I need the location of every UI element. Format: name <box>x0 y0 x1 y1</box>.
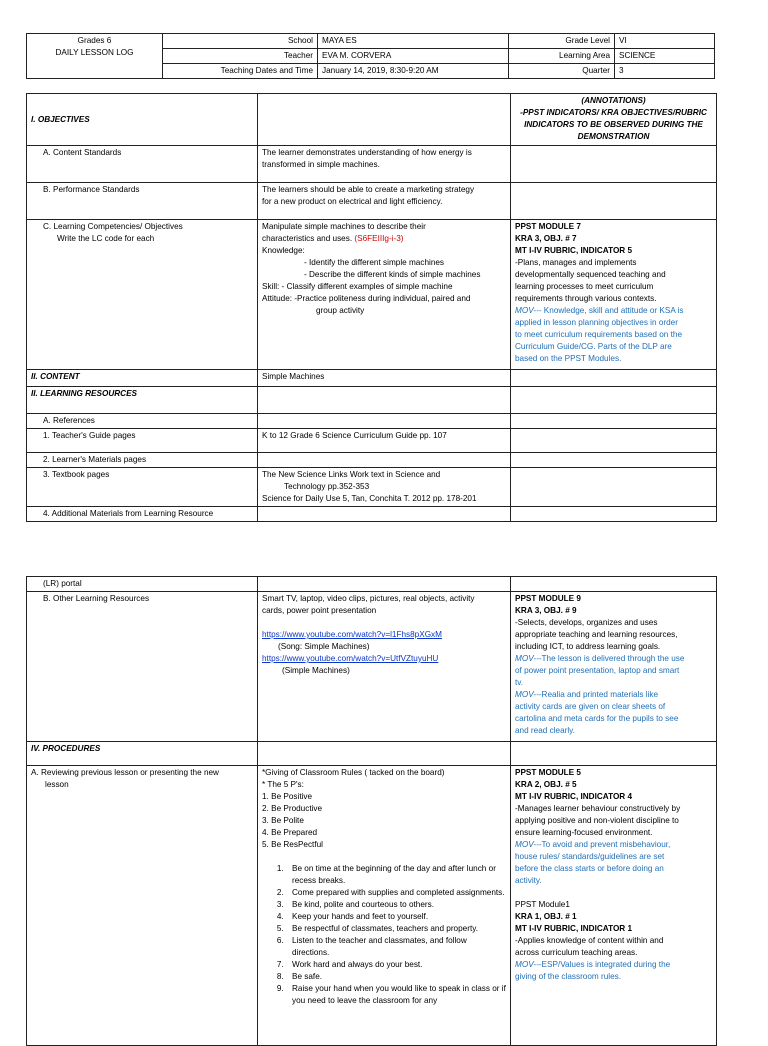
content-text: Simple Machines <box>258 370 511 387</box>
ann-line: (ANNOTATIONS) <box>581 96 646 105</box>
ann-line: and read clearly. <box>515 726 575 735</box>
ann-line: -Selects, develops, organizes and uses <box>515 618 658 627</box>
text-line: The learners should be able to create a marketing strategy <box>262 185 475 194</box>
text-line: * The 5 P's: <box>262 780 304 789</box>
lr-portal-annotation <box>511 577 717 592</box>
ann-line: MT I-IV RUBRIC, INDICATOR 5 <box>515 246 633 255</box>
ann-line: across curriculum teaching areas. <box>515 948 638 957</box>
ann-line: MT I-IV RUBRIC, INDICATOR 1 <box>515 924 633 933</box>
review-lesson-label <box>27 766 258 1046</box>
title-log: DAILY LESSON LOG <box>55 48 134 57</box>
mov-label: MOV--- <box>515 840 542 849</box>
ann-line: PPST MODULE 9 <box>515 594 581 603</box>
ann-line: requirements through various contexts. <box>515 294 657 303</box>
additional-materials-annotation <box>511 507 717 522</box>
mov-label: MOV--- <box>515 960 542 969</box>
quarter-label: Quarter <box>509 64 615 79</box>
list-item: 2. Come prepared with supplies and completed assignments. <box>286 887 506 899</box>
ann-line <box>515 689 712 701</box>
text-line: (Simple Machines) <box>282 666 350 675</box>
procedures-annotation <box>511 742 717 766</box>
ann-line: -Applies knowledge of content within and <box>515 936 664 945</box>
title-grade: Grades 6 <box>77 36 112 45</box>
text-line <box>262 233 506 245</box>
text-line: transformed in simple machines. <box>262 160 380 169</box>
learners-materials-label: 2. Learner's Materials pages <box>27 453 258 468</box>
ann-line: PPST MODULE 7 <box>515 222 581 231</box>
text-fragment: ESP/Values is integrated during the <box>541 960 671 969</box>
learners-materials-annotation <box>511 453 717 468</box>
text-line: *Giving of Classroom Rules ( tacked on the board) <box>262 768 445 777</box>
ann-line: Curriculum Guide/CG. Parts of the DLP are <box>515 342 672 351</box>
ann-line: KRA 3, OBJ. # 7 <box>515 234 577 243</box>
text-line: C. Learning Competencies/ Objectives <box>43 222 183 231</box>
log-title <box>27 34 163 79</box>
lr-portal-label: (LR) portal <box>27 577 258 592</box>
text-line: A. Reviewing previous lesson or presenting the new <box>31 768 219 777</box>
lr-portal-text <box>258 577 511 592</box>
text-line: Knowledge: <box>262 246 305 255</box>
ann-line: of power point presentation, laptop and smart <box>515 666 680 675</box>
ann-line: giving of the classroom rules. <box>515 972 622 981</box>
ann-line: KRA 1, OBJ. # 1 <box>515 912 577 921</box>
learning-resources-heading: II. LEARNING RESOURCES <box>27 387 258 414</box>
procedures-heading: IV. PROCEDURES <box>27 742 258 766</box>
review-lesson-text <box>258 766 511 1046</box>
text-fragment: Knowledge, skill and attitude or KSA is <box>541 306 684 315</box>
ann-line: KRA 2, OBJ. # 5 <box>515 780 577 789</box>
text-line: 2. Be Productive <box>262 804 323 813</box>
header-table <box>26 33 715 79</box>
additional-materials-text <box>258 507 511 522</box>
additional-materials-label: 4. Additional Materials from Learning Resource <box>27 507 258 522</box>
ann-line: tv. <box>515 678 524 687</box>
text-fragment: Realia and printed materials like <box>541 690 659 699</box>
text-fragment: The lesson is delivered through the use <box>541 654 685 663</box>
text-line: (Song: Simple Machines) <box>278 642 370 651</box>
list-item: 7. Work hard and always do your best. <box>286 959 506 971</box>
textbook-text <box>258 468 511 507</box>
ann-line: before the class starts or before doing an <box>515 864 664 873</box>
text-line: Science for Daily Use 5, Tan, Conchita T. 2012 pp. 178-201 <box>262 494 477 503</box>
text-line: Technology pp.352-353 <box>284 482 370 491</box>
content-standards-annotation <box>511 146 717 183</box>
review-lesson-annotation <box>511 766 717 1046</box>
text-line: - Identify the different simple machines <box>304 258 445 267</box>
spacer <box>262 617 506 629</box>
list-item: 9. Raise your hand when you would like to speak in class or if you need to leave the classroom for any <box>286 983 506 1007</box>
text-fragment: To avoid and prevent misbehaviour, <box>541 840 671 849</box>
learning-area-label: Learning Area <box>509 49 615 64</box>
other-resources-annotation <box>511 592 717 742</box>
youtube-link-song[interactable]: https://www.youtube.com/watch?v=l1Fhs8pXGxM <box>262 630 442 639</box>
list-item: 3. Be kind, polite and courteous to others. <box>286 899 506 911</box>
lesson-table-1 <box>26 93 717 522</box>
learners-materials-text <box>258 453 511 468</box>
performance-standards-annotation <box>511 183 717 220</box>
ann-line: INDICATORS TO BE OBSERVED DURING THE <box>524 120 703 129</box>
content-standards-label: A. Content Standards <box>27 146 258 183</box>
school-value: MAYA ES <box>318 34 509 49</box>
ann-line: cartolina and meta cards for the pupils to see <box>515 714 679 723</box>
learning-competencies-text <box>258 220 511 370</box>
spacer <box>515 887 712 899</box>
learning-area-value: SCIENCE <box>615 49 715 64</box>
performance-standards-label: B. Performance Standards <box>27 183 258 220</box>
mov-label: MOV--- <box>515 654 542 663</box>
learning-resources-text <box>258 387 511 414</box>
text-line: 5. Be ResPectful <box>262 840 323 849</box>
mov-label: MOV--- <box>515 306 542 315</box>
list-item: 8. Be safe. <box>286 971 506 983</box>
procedures-text <box>258 742 511 766</box>
text-line: Manipulate simple machines to describe their <box>262 222 426 231</box>
ann-line: ensure learning-focused environment. <box>515 828 653 837</box>
mov-label: MOV--- <box>515 690 542 699</box>
teachers-guide-label: 1. Teacher's Guide pages <box>27 429 258 453</box>
ann-line: developmentally sequenced teaching and <box>515 270 666 279</box>
references-label: A. References <box>27 414 258 429</box>
text-line: Skill: - Classify different examples of simple machine <box>262 282 453 291</box>
ann-line: to meet curriculum requirements based on the <box>515 330 683 339</box>
quarter-value: 3 <box>615 64 715 79</box>
text-line: Attitude: -Practice politeness during individual, paired and <box>262 294 471 303</box>
textbook-annotation <box>511 468 717 507</box>
ann-line: -Plans, manages and implements <box>515 258 637 267</box>
ann-line: based on the PPST Modules. <box>515 354 622 363</box>
teacher-label: Teacher <box>163 49 318 64</box>
objectives-heading: I. OBJECTIVES <box>27 94 258 146</box>
teachers-guide-annotation <box>511 429 717 453</box>
list-item: 4. Keep your hands and feet to yourself. <box>286 911 506 923</box>
ann-line: KRA 3, OBJ. # 9 <box>515 606 577 615</box>
ann-line <box>515 959 712 971</box>
content-standards-text <box>258 146 511 183</box>
learning-resources-annotation <box>511 387 717 414</box>
ann-line: activity cards are given on clear sheets of <box>515 702 666 711</box>
text-line: The New Science Links Work text in Science and <box>262 470 441 479</box>
text-line: Write the LC code for each <box>57 234 155 243</box>
text-line: group activity <box>316 306 365 315</box>
textbook-label: 3. Textbook pages <box>27 468 258 507</box>
ann-line: activity. <box>515 876 542 885</box>
content-annotation <box>511 370 717 387</box>
ann-line: applied in lesson planning objectives in order <box>515 318 678 327</box>
text-line: 4. Be Prepared <box>262 828 318 837</box>
list-item: 5. Be respectful of classmates, teachers and property. <box>286 923 506 935</box>
text-line: for a new product on electrical and light efficiency. <box>262 197 443 206</box>
lc-code: (S6FEIIIg-i-3) <box>354 234 404 243</box>
teacher-value: EVA M. CORVERA <box>318 49 509 64</box>
text-line: - Describe the different kinds of simple machines <box>304 270 481 279</box>
learning-competencies-annotation <box>511 220 717 370</box>
annotations-heading <box>511 94 717 146</box>
ann-line: learning processes to meet curriculum <box>515 282 654 291</box>
learning-competencies-label <box>27 220 258 370</box>
ann-line: appropriate teaching and learning resources, <box>515 630 678 639</box>
ann-line: DEMONSTRATION <box>577 132 650 141</box>
ann-line <box>515 305 712 317</box>
performance-standards-text <box>258 183 511 220</box>
youtube-link-simple-machines[interactable]: https://www.youtube.com/watch?v=UtfVZtuyuHU <box>262 654 439 663</box>
references-annotation <box>511 414 717 429</box>
dates-value: January 14, 2019, 8:30-9:20 AM <box>318 64 509 79</box>
list-item: 1. Be on time at the beginning of the day and after lunch or recess breaks. <box>286 863 506 887</box>
ann-line: PPST Module1 <box>515 900 570 909</box>
ann-line: -Manages learner behaviour constructively by <box>515 804 681 813</box>
other-resources-label: B. Other Learning Resources <box>27 592 258 742</box>
school-label: School <box>163 34 318 49</box>
ann-line: -PPST INDICATORS/ KRA OBJECTIVES/RUBRIC <box>520 108 707 117</box>
ann-line: including ICT, to address learning goals. <box>515 642 661 651</box>
text-fragment: characteristics and uses. <box>262 234 353 243</box>
lesson-table-2 <box>26 576 717 1046</box>
content-heading: II. CONTENT <box>27 370 258 387</box>
teachers-guide-text: K to 12 Grade 6 Science Curriculum Guide pp. 107 <box>258 429 511 453</box>
ann-line: applying positive and non-violent discipline to <box>515 816 679 825</box>
ann-line <box>515 839 712 851</box>
ann-line: MT I-IV RUBRIC, INDICATOR 4 <box>515 792 633 801</box>
spacer <box>262 851 506 863</box>
classroom-rules-list <box>286 863 506 1007</box>
dates-label: Teaching Dates and Time <box>163 64 318 79</box>
text-line: The learner demonstrates understanding of how energy is <box>262 148 472 157</box>
other-resources-text <box>258 592 511 742</box>
ann-line <box>515 653 712 665</box>
ann-line: house rules/ standards/guidelines are set <box>515 852 665 861</box>
text-line: 1. Be Positive <box>262 792 313 801</box>
text-line: Smart TV, laptop, video clips, pictures, real objects, activity <box>262 594 475 603</box>
text-line: cards, power point presentation <box>262 606 377 615</box>
ann-line: PPST MODULE 5 <box>515 768 581 777</box>
grade-level-label: Grade Level <box>509 34 615 49</box>
references-text <box>258 414 511 429</box>
grade-level-value: VI <box>615 34 715 49</box>
text-line: lesson <box>45 780 69 789</box>
objectives-content <box>258 94 511 146</box>
text-line: 3. Be Polite <box>262 816 304 825</box>
list-item: 6. Listen to the teacher and classmates, and follow directions. <box>286 935 506 959</box>
